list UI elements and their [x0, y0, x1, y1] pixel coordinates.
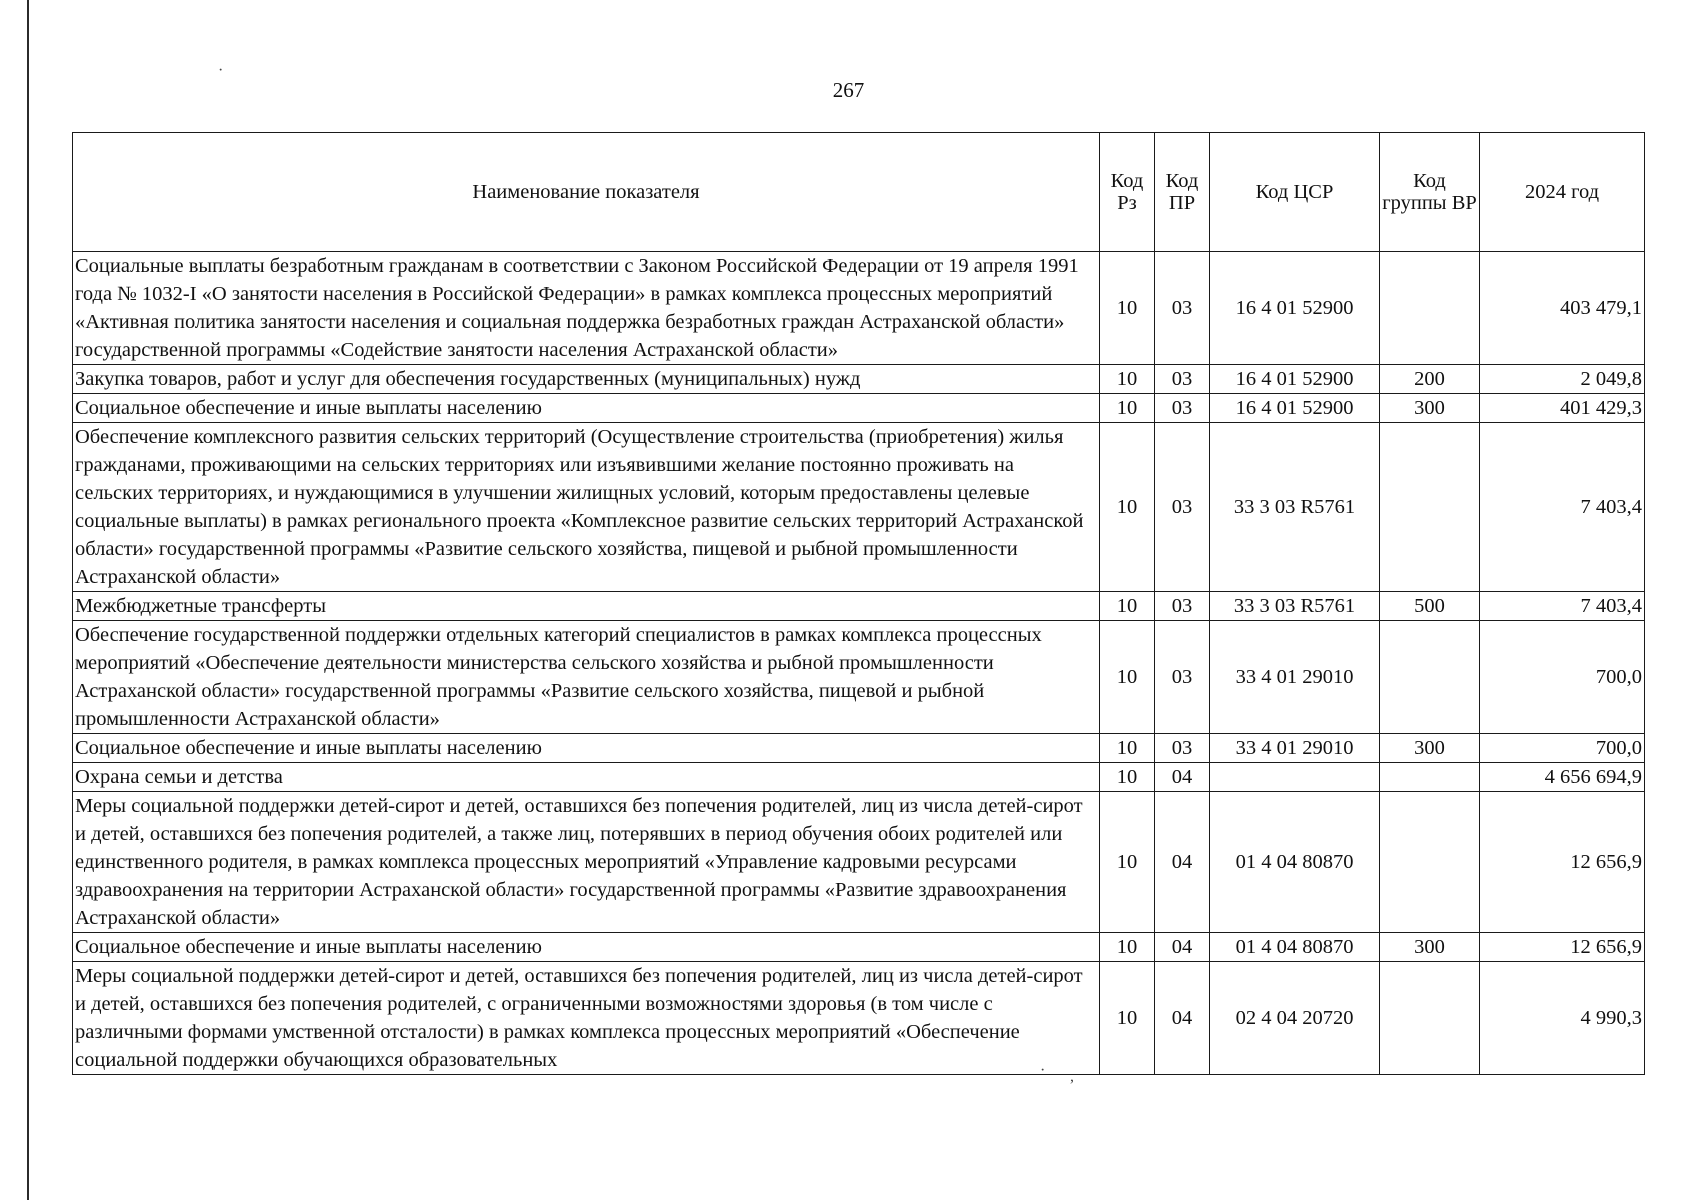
table-row: [73, 423, 1645, 592]
row-amount-cell: 700,0: [1480, 734, 1645, 763]
row-pr-cell: 03: [1155, 734, 1210, 763]
page-number: 267: [832, 78, 865, 102]
row-pr-cell: 04: [1155, 763, 1210, 792]
row-vr-cell: 300: [1380, 394, 1480, 423]
header-name: Наименование показателя: [73, 133, 1100, 252]
row-vr-cell: [1380, 423, 1480, 592]
header-vr: Код группы ВР: [1380, 133, 1480, 252]
budget-table-container: [72, 132, 1644, 1075]
row-vr-cell: [1380, 252, 1480, 365]
row-pr-cell: 03: [1155, 423, 1210, 592]
scan-speck: ·: [1040, 1062, 1046, 1079]
table-row: [73, 792, 1645, 933]
row-rz-cell: 10: [1100, 394, 1155, 423]
row-rz-cell: 10: [1100, 792, 1155, 933]
row-amount-cell: 4 656 694,9: [1480, 763, 1645, 792]
row-csr-cell: 02 4 04 20720: [1210, 962, 1380, 1075]
row-csr-cell: 33 4 01 29010: [1210, 621, 1380, 734]
table-row: [73, 621, 1645, 734]
row-name-cell: Меры социальной поддержки детей-сирот и детей, оставшихся без попечения родителей, лиц из числа детей-сирот и детей, оставшихся без попечения родителей, а также лиц, потерявших в период обучения обоих родителей или единственного родителя, в рамках комплекса процессных мероприятий «Управление кадровыми ресурсами здравоохранения на территории Астраханской области» государственной программы «Развитие здравоохранения Астраханской области»: [73, 792, 1100, 933]
row-csr-cell: 01 4 04 80870: [1210, 933, 1380, 962]
row-vr-cell: [1380, 621, 1480, 734]
table-row: [73, 252, 1645, 365]
row-rz-cell: 10: [1100, 592, 1155, 621]
table-row: [73, 394, 1645, 423]
header-year: 2024 год: [1480, 133, 1645, 252]
row-vr-cell: 200: [1380, 365, 1480, 394]
row-name-cell: Закупка товаров, работ и услуг для обеспечения государственных (муниципальных) нужд: [73, 365, 1100, 394]
table-row: [73, 592, 1645, 621]
row-name-cell: Социальные выплаты безработным гражданам в соответствии с Законом Российской Федерации от 19 апреля 1991 года № 1032-I «О занятости населения в Российской Федерации» в рамках комплекса процессных мероприятий «Активная политика занятости населения и социальная поддержка безработных граждан Астраханской области» государственной программы «Содействие занятости населения Астраханской области»: [73, 252, 1100, 365]
row-csr-cell: 16 4 01 52900: [1210, 252, 1380, 365]
row-pr-cell: 03: [1155, 394, 1210, 423]
budget-table: [72, 132, 1645, 1075]
table-row: [73, 962, 1645, 1075]
scan-left-edge: [27, 0, 29, 1200]
row-amount-cell: 12 656,9: [1480, 792, 1645, 933]
row-amount-cell: 403 479,1: [1480, 252, 1645, 365]
row-name-cell: Социальное обеспечение и иные выплаты населению: [73, 933, 1100, 962]
row-rz-cell: 10: [1100, 621, 1155, 734]
row-pr-cell: 03: [1155, 365, 1210, 394]
row-vr-cell: [1380, 792, 1480, 933]
row-vr-cell: 500: [1380, 592, 1480, 621]
row-vr-cell: [1380, 763, 1480, 792]
row-amount-cell: 401 429,3: [1480, 394, 1645, 423]
row-pr-cell: 03: [1155, 621, 1210, 734]
row-name-cell: Социальное обеспечение и иные выплаты населению: [73, 394, 1100, 423]
row-rz-cell: 10: [1100, 423, 1155, 592]
header-csr: Код ЦСР: [1210, 133, 1380, 252]
row-csr-cell: 16 4 01 52900: [1210, 394, 1380, 423]
table-row: [73, 365, 1645, 394]
row-csr-cell: 01 4 04 80870: [1210, 792, 1380, 933]
row-pr-cell: 04: [1155, 792, 1210, 933]
row-amount-cell: 4 990,3: [1480, 962, 1645, 1075]
row-rz-cell: 10: [1100, 734, 1155, 763]
row-name-cell: Социальное обеспечение и иные выплаты населению: [73, 734, 1100, 763]
table-body: [73, 252, 1645, 1075]
row-amount-cell: 12 656,9: [1480, 933, 1645, 962]
row-name-cell: Обеспечение комплексного развития сельских территорий (Осуществление строительства (приобретения) жилья гражданами, проживающими на сельских территориях или изъявившими желание постоянно проживать на сельских территориях, и нуждающимися в улучшении жилищных условий, которым предоставлены целевые социальные выплаты) в рамках регионального проекта «Комплексное развитие сельских территорий Астраханской области» государственной программы «Развитие сельского хозяйства, пищевой и рыбной промышленности Астраханской области»: [73, 423, 1100, 592]
row-amount-cell: 7 403,4: [1480, 592, 1645, 621]
row-rz-cell: 10: [1100, 365, 1155, 394]
row-csr-cell: 16 4 01 52900: [1210, 365, 1380, 394]
row-rz-cell: 10: [1100, 962, 1155, 1075]
row-pr-cell: 03: [1155, 592, 1210, 621]
row-pr-cell: 04: [1155, 933, 1210, 962]
row-csr-cell: 33 3 03 R5761: [1210, 592, 1380, 621]
row-name-cell: Меры социальной поддержки детей-сирот и детей, оставшихся без попечения родителей, лиц из числа детей-сирот и детей, оставшихся без попечения родителей, с ограниченными возможностями здоровья (в том числе с различными формами умственной отсталости) в рамках комплекса процессных мероприятий «Обеспечение социальной поддержки обучающихся образовательных: [73, 962, 1100, 1075]
table-row: [73, 734, 1645, 763]
row-csr-cell: 33 3 03 R5761: [1210, 423, 1380, 592]
row-name-cell: Обеспечение государственной поддержки отдельных категорий специалистов в рамках комплекса процессных мероприятий «Обеспечение деятельности министерства сельского хозяйства и рыбной промышленности Астраханской области» государственной программы «Развитие сельского хозяйства, пищевой и рыбной промышленности Астраханской области»: [73, 621, 1100, 734]
row-csr-cell: 33 4 01 29010: [1210, 734, 1380, 763]
row-vr-cell: [1380, 962, 1480, 1075]
header-rz: Код Рз: [1100, 133, 1155, 252]
row-amount-cell: 700,0: [1480, 621, 1645, 734]
row-pr-cell: 04: [1155, 962, 1210, 1075]
row-vr-cell: 300: [1380, 933, 1480, 962]
row-rz-cell: 10: [1100, 763, 1155, 792]
header-pr: Код ПР: [1155, 133, 1210, 252]
row-csr-cell: [1210, 763, 1380, 792]
row-name-cell: Межбюджетные трансферты: [73, 592, 1100, 621]
row-vr-cell: 300: [1380, 734, 1480, 763]
scan-speck: ·: [218, 62, 224, 79]
table-row: [73, 933, 1645, 962]
scan-speck: ,: [1070, 1068, 1074, 1085]
table-header-row: [73, 133, 1645, 252]
table-row: [73, 763, 1645, 792]
row-amount-cell: 7 403,4: [1480, 423, 1645, 592]
row-rz-cell: 10: [1100, 252, 1155, 365]
row-name-cell: Охрана семьи и детства: [73, 763, 1100, 792]
row-rz-cell: 10: [1100, 933, 1155, 962]
row-amount-cell: 2 049,8: [1480, 365, 1645, 394]
row-pr-cell: 03: [1155, 252, 1210, 365]
